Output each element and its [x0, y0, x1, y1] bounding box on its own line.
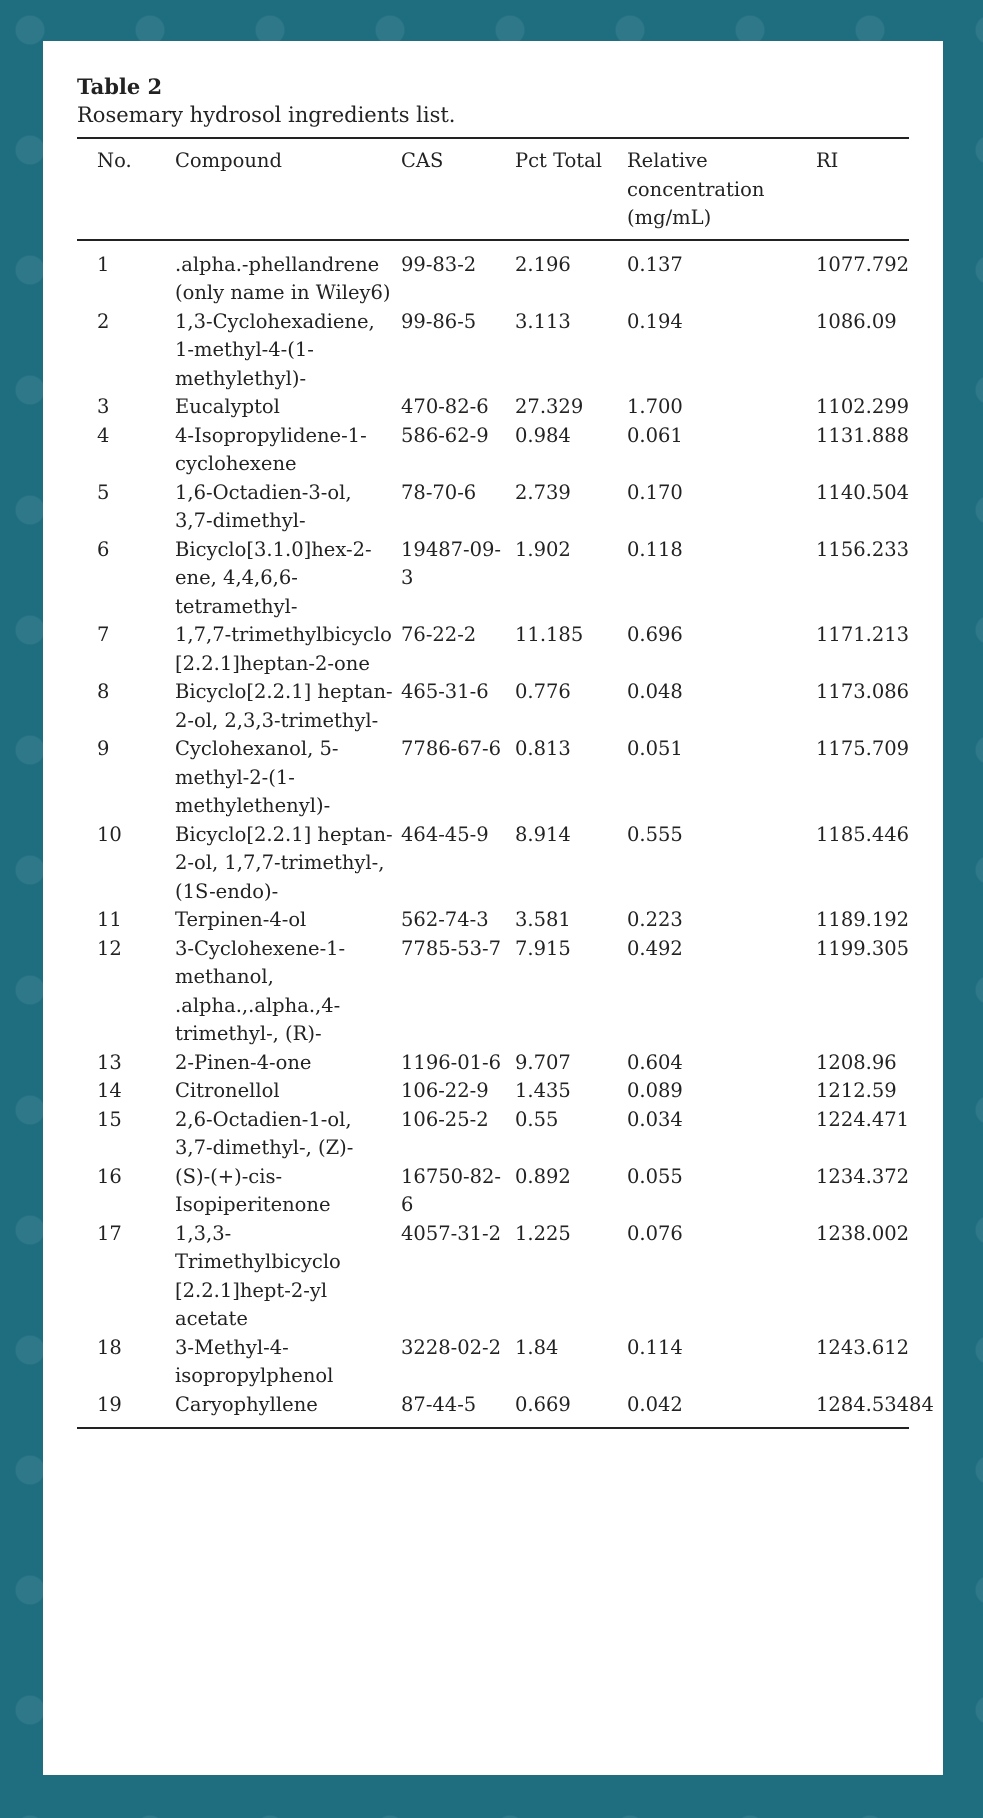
cell-relative-concentration: 0.114 [627, 1335, 683, 1359]
table-row [77, 1049, 909, 1078]
cell-pct-total: 0.984 [515, 423, 571, 447]
cell-relative-concentration: 0.492 [627, 936, 683, 960]
cell-cas: 7785-53-7 [401, 936, 502, 960]
cell-ri: 1131.888 [816, 423, 910, 447]
cell-cas: 106-25-2 [401, 1107, 489, 1131]
cell-compound: 4-Isopropylidene-1-cyclohexene [175, 423, 367, 475]
cell-no: 6 [97, 537, 110, 561]
cell-cas: 7786-67-6 [401, 737, 502, 760]
cell-pct-total: 3.113 [515, 309, 571, 333]
cell-relative-concentration: 0.223 [627, 908, 683, 931]
table-row [77, 935, 909, 1049]
table-body [77, 240, 934, 1429]
cell-cas: 16750-82-6 [401, 1164, 502, 1216]
cell-compound: .alpha.-phellandrene (only name in Wiley6) [175, 252, 391, 304]
cell-ri: 1185.446 [816, 822, 910, 846]
cell-compound: Cyclohexanol, 5-methyl-2-(1-methylethenyl)- [175, 737, 339, 817]
cell-relative-concentration: 0.048 [627, 680, 683, 703]
table-row [77, 1391, 909, 1429]
table-card [43, 41, 943, 1775]
table-row [77, 393, 909, 422]
table-header-row [77, 138, 909, 240]
cell-no: 16 [97, 1164, 122, 1188]
cell-pct-total: 27.329 [515, 395, 584, 418]
cell-pct-total: 0.892 [515, 1164, 571, 1188]
table-row [77, 1334, 909, 1391]
cell-ri: 1284.53484 [816, 1392, 934, 1416]
cell-ri: 1199.305 [816, 936, 910, 960]
cell-cas: 19487-09-3 [401, 537, 502, 589]
table-row [77, 1163, 909, 1220]
header-ri: RI [816, 149, 839, 172]
cell-cas: 586-62-9 [401, 423, 489, 447]
cell-ri: 1212.59 [816, 1079, 897, 1102]
header-relative-concentration: Relative concentration (mg/mL) [627, 149, 765, 229]
cell-no: 12 [97, 936, 122, 960]
cell-compound: 3-Methyl-4-isopropylphenol [175, 1335, 334, 1387]
table-row [77, 479, 909, 536]
cell-relative-concentration: 0.061 [627, 423, 683, 447]
cell-ri: 1077.792 [816, 252, 910, 276]
cell-pct-total: 9.707 [515, 1050, 571, 1074]
table-row [77, 240, 909, 308]
table-label: Table 2 [77, 74, 163, 99]
cell-ri: 1173.086 [816, 680, 910, 703]
cell-pct-total: 2.196 [515, 252, 571, 276]
cell-relative-concentration: 1.700 [627, 395, 683, 418]
table-row [77, 308, 909, 394]
cell-no: 4 [97, 423, 110, 447]
cell-relative-concentration: 0.076 [627, 1221, 683, 1245]
cell-pct-total: 1.84 [515, 1335, 559, 1359]
cell-pct-total: 0.55 [515, 1107, 559, 1131]
cell-ri: 1189.192 [816, 908, 910, 931]
cell-compound: 1,7,7-trimethylbicyclo [2.2.1]heptan-2-one [175, 623, 392, 675]
table-row [77, 1106, 909, 1163]
cell-no: 1 [97, 252, 110, 276]
table-row [77, 678, 909, 735]
cell-cas: 470-82-6 [401, 395, 489, 418]
cell-compound: Citronellol [175, 1079, 280, 1102]
cell-ri: 1156.233 [816, 537, 910, 561]
cell-relative-concentration: 0.555 [627, 822, 683, 846]
cell-no: 15 [97, 1107, 122, 1131]
cell-cas: 76-22-2 [401, 623, 477, 646]
cell-relative-concentration: 0.042 [627, 1392, 683, 1416]
cell-pct-total: 1.902 [515, 537, 571, 561]
cell-relative-concentration: 0.034 [627, 1107, 683, 1131]
cell-no: 2 [97, 309, 110, 333]
cell-cas: 464-45-9 [401, 822, 489, 846]
cell-compound: 1,3-Cyclohexadiene, 1-methyl-4-(1-methylethyl)- [175, 309, 375, 390]
cell-cas: 4057-31-2 [401, 1221, 502, 1245]
cell-compound: Eucalyptol [175, 395, 280, 418]
cell-pct-total: 1.225 [515, 1221, 571, 1245]
cell-compound: Terpinen-4-ol [175, 908, 307, 931]
cell-pct-total: 8.914 [515, 822, 571, 846]
ingredients-table [77, 137, 934, 1429]
cell-relative-concentration: 0.118 [627, 537, 683, 561]
cell-pct-total: 2.739 [515, 480, 571, 504]
cell-cas: 3228-02-2 [401, 1335, 502, 1359]
cell-cas: 99-86-5 [401, 309, 477, 333]
table-row [77, 906, 909, 935]
header-pct-total: Pct Total [515, 149, 603, 172]
cell-ri: 1171.213 [816, 623, 910, 646]
header-no: No. [97, 149, 132, 172]
cell-no: 8 [97, 680, 110, 703]
cell-ri: 1140.504 [816, 480, 910, 504]
cell-pct-total: 7.915 [515, 936, 571, 960]
table-row [77, 821, 909, 907]
cell-cas: 1196-01-6 [401, 1050, 502, 1074]
cell-relative-concentration: 0.051 [627, 737, 683, 760]
cell-relative-concentration: 0.055 [627, 1164, 683, 1188]
cell-relative-concentration: 0.194 [627, 309, 683, 333]
cell-ri: 1243.612 [816, 1335, 910, 1359]
cell-no: 13 [97, 1050, 122, 1074]
cell-ri: 1234.372 [816, 1164, 910, 1188]
table-title: Rosemary hydrosol ingredients list. [77, 103, 456, 127]
cell-no: 14 [97, 1079, 122, 1102]
cell-pct-total: 0.813 [515, 737, 571, 760]
cell-compound: Bicyclo[3.1.0]hex-2-ene, 4,4,6,6-tetramethyl- [175, 537, 372, 618]
cell-pct-total: 3.581 [515, 908, 571, 931]
table-row [77, 735, 909, 821]
cell-compound: (S)-(+)-cis-Isopiperitenone [175, 1164, 331, 1216]
cell-ri: 1238.002 [816, 1221, 910, 1245]
cell-cas: 562-74-3 [401, 908, 489, 931]
cell-ri: 1175.709 [816, 737, 910, 760]
header-cas: CAS [401, 149, 444, 172]
cell-no: 9 [97, 737, 110, 760]
table-row [77, 1220, 909, 1334]
cell-no: 10 [97, 822, 122, 846]
cell-no: 11 [97, 908, 122, 931]
header-compound: Compound [175, 149, 282, 172]
cell-relative-concentration: 0.137 [627, 252, 683, 276]
table-row [77, 536, 909, 622]
cell-compound: 2,6-Octadien-1-ol, 3,7-dimethyl-, (Z)- [175, 1107, 354, 1159]
cell-ri: 1224.471 [816, 1107, 910, 1131]
cell-cas: 87-44-5 [401, 1392, 477, 1416]
cell-compound: Caryophyllene [175, 1392, 318, 1416]
cell-ri: 1208.96 [816, 1050, 897, 1074]
cell-pct-total: 0.776 [515, 680, 571, 703]
cell-compound: 1,6-Octadien-3-ol, 3,7-dimethyl- [175, 480, 352, 532]
cell-cas: 106-22-9 [401, 1079, 489, 1102]
cell-compound: 2-Pinen-4-one [175, 1050, 312, 1074]
cell-relative-concentration: 0.696 [627, 623, 683, 646]
cell-no: 19 [97, 1392, 122, 1416]
cell-no: 7 [97, 623, 110, 646]
cell-pct-total: 11.185 [515, 623, 584, 646]
cell-compound: 3-Cyclohexene-1-methanol, .alpha.,.alpha.,4-trimethyl-, (R)- [175, 936, 346, 1045]
cell-pct-total: 0.669 [515, 1392, 571, 1416]
cell-compound: 1,3,3-Trimethylbicyclo [2.2.1]hept-2-yl acetate [175, 1221, 341, 1330]
cell-compound: Bicyclo[2.2.1] heptan-2-ol, 1,7,7-trimethyl-, (1S-endo)- [175, 822, 393, 903]
cell-relative-concentration: 0.170 [627, 480, 683, 504]
cell-cas: 465-31-6 [401, 680, 489, 703]
cell-no: 17 [97, 1221, 122, 1245]
table-row [77, 422, 909, 479]
cell-ri: 1102.299 [816, 395, 910, 418]
cell-no: 3 [97, 395, 110, 418]
cell-cas: 78-70-6 [401, 480, 477, 504]
cell-relative-concentration: 0.604 [627, 1050, 683, 1074]
cell-no: 5 [97, 480, 110, 504]
cell-cas: 99-83-2 [401, 252, 477, 276]
cell-no: 18 [97, 1335, 122, 1359]
table-row [77, 621, 909, 678]
table-row [77, 1077, 909, 1106]
cell-relative-concentration: 0.089 [627, 1079, 683, 1102]
cell-compound: Bicyclo[2.2.1] heptan-2-ol, 2,3,3-trimethyl- [175, 680, 393, 732]
cell-pct-total: 1.435 [515, 1079, 571, 1102]
cell-ri: 1086.09 [816, 309, 897, 333]
